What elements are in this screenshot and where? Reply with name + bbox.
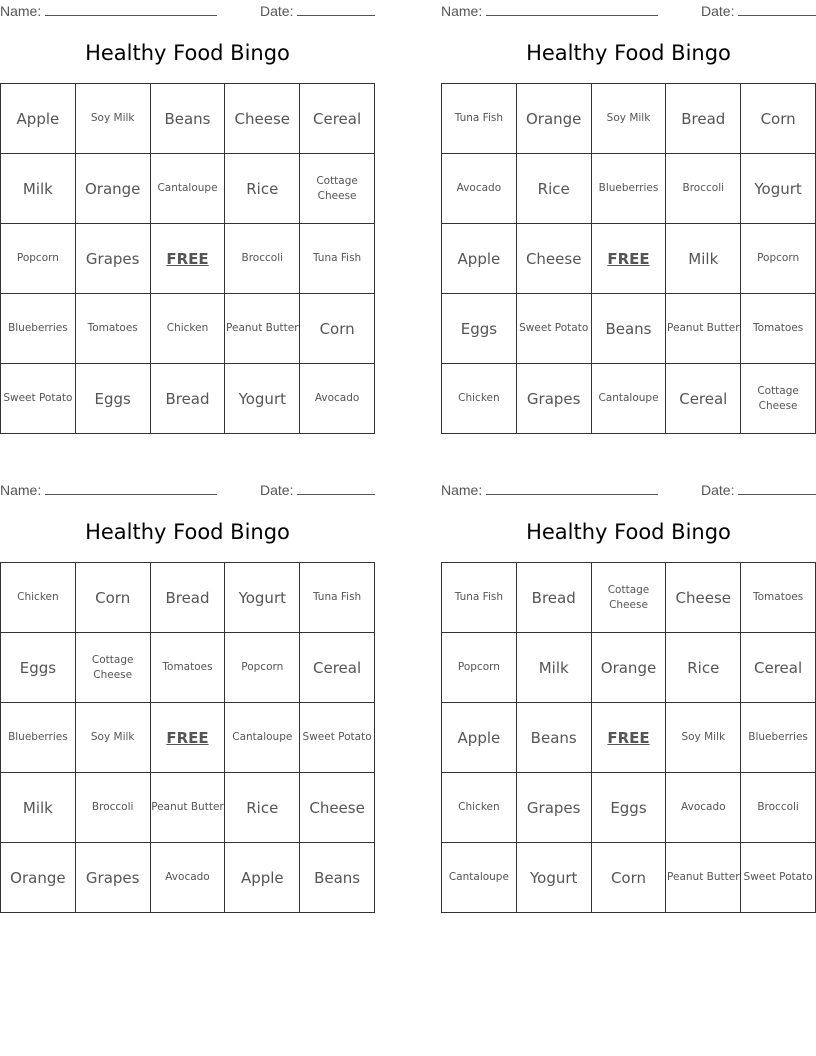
bingo-cell: Tuna Fish <box>300 563 375 633</box>
bingo-cell: Avocado <box>300 364 375 434</box>
bingo-row <box>442 563 816 633</box>
bingo-cell: Sweet Potato <box>1 364 76 434</box>
bingo-cell: Rice <box>225 154 300 224</box>
bingo-cell: Eggs <box>591 773 666 843</box>
bingo-cell: Popcorn <box>741 224 816 294</box>
bingo-cell: Soy Milk <box>75 703 150 773</box>
bingo-cell: Cottage Cheese <box>300 154 375 224</box>
bingo-cell: Tomatoes <box>741 294 816 364</box>
name-blank-line <box>486 481 658 495</box>
bingo-cell: Cottage Cheese <box>591 563 666 633</box>
bingo-cell: Blueberries <box>591 154 666 224</box>
bingo-cell: Milk <box>1 773 76 843</box>
bingo-cell: Cereal <box>300 633 375 703</box>
date-field <box>260 2 375 19</box>
date-label: Date: <box>701 3 735 19</box>
bingo-cell: Beans <box>516 703 591 773</box>
bingo-cell: Orange <box>75 154 150 224</box>
bingo-cell: Cheese <box>516 224 591 294</box>
bingo-cell: Soy Milk <box>666 703 741 773</box>
bingo-cell: Cantaloupe <box>591 364 666 434</box>
date-label: Date: <box>260 482 294 498</box>
free-square: FREE <box>150 224 225 294</box>
bingo-cell: Grapes <box>516 773 591 843</box>
bingo-cell: Orange <box>516 84 591 154</box>
bingo-cell: Yogurt <box>741 154 816 224</box>
name-field <box>0 481 217 498</box>
bingo-cell: Bread <box>516 563 591 633</box>
bingo-cell: Chicken <box>150 294 225 364</box>
bingo-row <box>442 224 816 294</box>
bingo-row <box>1 843 375 913</box>
bingo-cell: Peanut Butter <box>150 773 225 843</box>
bingo-cell: Cheese <box>225 84 300 154</box>
bingo-row <box>442 364 816 434</box>
bingo-cell: Apple <box>442 224 517 294</box>
bingo-row <box>1 364 375 434</box>
bingo-cell: Eggs <box>75 364 150 434</box>
bingo-row <box>442 154 816 224</box>
bingo-cell: Apple <box>225 843 300 913</box>
bingo-cell: Yogurt <box>225 563 300 633</box>
bingo-cell: Chicken <box>1 563 76 633</box>
bingo-row <box>1 563 375 633</box>
bingo-cell: Chicken <box>442 364 517 434</box>
date-blank-line <box>297 481 375 495</box>
date-field <box>701 481 816 498</box>
date-field <box>260 481 375 498</box>
bingo-cell: Grapes <box>75 224 150 294</box>
free-square: FREE <box>591 224 666 294</box>
bingo-cell: Popcorn <box>1 224 76 294</box>
bingo-cell: Blueberries <box>1 703 76 773</box>
date-blank-line <box>297 2 375 16</box>
bingo-cell: Popcorn <box>225 633 300 703</box>
bingo-cell: Broccoli <box>225 224 300 294</box>
bingo-grid <box>441 83 816 434</box>
bingo-cell: Popcorn <box>442 633 517 703</box>
bingo-cell: Cantaloupe <box>442 843 517 913</box>
bingo-cell: Broccoli <box>666 154 741 224</box>
name-label: Name: <box>441 482 483 498</box>
bingo-row <box>442 703 816 773</box>
name-label: Name: <box>0 3 42 19</box>
bingo-cell: Rice <box>225 773 300 843</box>
bingo-cell: Cheese <box>666 563 741 633</box>
bingo-cell: Grapes <box>516 364 591 434</box>
bingo-cell: Beans <box>150 84 225 154</box>
bingo-cell: Apple <box>442 703 517 773</box>
bingo-grid <box>0 83 375 434</box>
bingo-grid <box>0 562 375 913</box>
bingo-row <box>1 773 375 843</box>
bingo-cell: Bread <box>150 364 225 434</box>
bingo-cell: Blueberries <box>1 294 76 364</box>
name-field <box>0 2 217 19</box>
bingo-cell: Beans <box>591 294 666 364</box>
bingo-cell: Apple <box>1 84 76 154</box>
bingo-cell: Orange <box>591 633 666 703</box>
bingo-cell: Yogurt <box>225 364 300 434</box>
name-blank-line <box>45 2 217 16</box>
bingo-cell: Orange <box>1 843 76 913</box>
date-label: Date: <box>260 3 294 19</box>
bingo-cell: Bread <box>666 84 741 154</box>
bingo-cell: Peanut Butter <box>225 294 300 364</box>
bingo-cell: Peanut Butter <box>666 294 741 364</box>
name-date-fields <box>0 481 375 499</box>
bingo-row <box>442 843 816 913</box>
name-field <box>441 481 658 498</box>
bingo-grid <box>441 562 816 913</box>
name-date-fields <box>441 481 816 499</box>
bingo-cell: Cereal <box>741 633 816 703</box>
bingo-cell: Milk <box>516 633 591 703</box>
bingo-cell: Eggs <box>442 294 517 364</box>
bingo-cell: Corn <box>75 563 150 633</box>
bingo-cell: Yogurt <box>516 843 591 913</box>
bingo-cell: Bread <box>150 563 225 633</box>
name-blank-line <box>45 481 217 495</box>
bingo-cell: Avocado <box>666 773 741 843</box>
bingo-cell: Soy Milk <box>75 84 150 154</box>
bingo-row <box>442 294 816 364</box>
bingo-cell: Cereal <box>666 364 741 434</box>
bingo-row <box>442 633 816 703</box>
bingo-row <box>442 84 816 154</box>
bingo-cell: Tuna Fish <box>442 84 517 154</box>
bingo-cell: Corn <box>300 294 375 364</box>
bingo-cell: Cottage Cheese <box>741 364 816 434</box>
name-blank-line <box>486 2 658 16</box>
bingo-cell: Tuna Fish <box>442 563 517 633</box>
bingo-row <box>442 773 816 843</box>
bingo-cell: Sweet Potato <box>516 294 591 364</box>
bingo-cell: Beans <box>300 843 375 913</box>
bingo-cell: Avocado <box>442 154 517 224</box>
bingo-cell: Cantaloupe <box>150 154 225 224</box>
bingo-row <box>1 294 375 364</box>
free-square: FREE <box>591 703 666 773</box>
bingo-row <box>1 703 375 773</box>
bingo-cell: Cheese <box>300 773 375 843</box>
bingo-cell: Peanut Butter <box>666 843 741 913</box>
name-date-fields <box>0 2 375 20</box>
name-date-fields <box>441 2 816 20</box>
bingo-cell: Tuna Fish <box>300 224 375 294</box>
bingo-cell: Soy Milk <box>591 84 666 154</box>
bingo-cell: Chicken <box>442 773 517 843</box>
bingo-cell: Cereal <box>300 84 375 154</box>
bingo-row <box>1 84 375 154</box>
bingo-row <box>1 224 375 294</box>
bingo-cell: Milk <box>666 224 741 294</box>
bingo-cell: Tomatoes <box>75 294 150 364</box>
bingo-cell: Sweet Potato <box>741 843 816 913</box>
card-title: Healthy Food Bingo <box>526 520 731 544</box>
bingo-cell: Broccoli <box>741 773 816 843</box>
bingo-cell: Sweet Potato <box>300 703 375 773</box>
bingo-cell: Corn <box>591 843 666 913</box>
date-blank-line <box>738 2 816 16</box>
bingo-cell: Tomatoes <box>741 563 816 633</box>
bingo-cell: Eggs <box>1 633 76 703</box>
bingo-row <box>1 154 375 224</box>
free-square: FREE <box>150 703 225 773</box>
name-field <box>441 2 658 19</box>
date-field <box>701 2 816 19</box>
card-title: Healthy Food Bingo <box>526 41 731 65</box>
bingo-cell: Corn <box>741 84 816 154</box>
bingo-cell: Grapes <box>75 843 150 913</box>
bingo-cell: Rice <box>666 633 741 703</box>
bingo-cell: Blueberries <box>741 703 816 773</box>
bingo-cell: Tomatoes <box>150 633 225 703</box>
name-label: Name: <box>0 482 42 498</box>
bingo-cell: Broccoli <box>75 773 150 843</box>
name-label: Name: <box>441 3 483 19</box>
date-label: Date: <box>701 482 735 498</box>
bingo-cell: Cottage Cheese <box>75 633 150 703</box>
date-blank-line <box>738 481 816 495</box>
bingo-cell: Milk <box>1 154 76 224</box>
bingo-row <box>1 633 375 703</box>
bingo-cell: Avocado <box>150 843 225 913</box>
bingo-cell: Cantaloupe <box>225 703 300 773</box>
card-title: Healthy Food Bingo <box>85 520 290 544</box>
card-title: Healthy Food Bingo <box>85 41 290 65</box>
bingo-cell: Rice <box>516 154 591 224</box>
